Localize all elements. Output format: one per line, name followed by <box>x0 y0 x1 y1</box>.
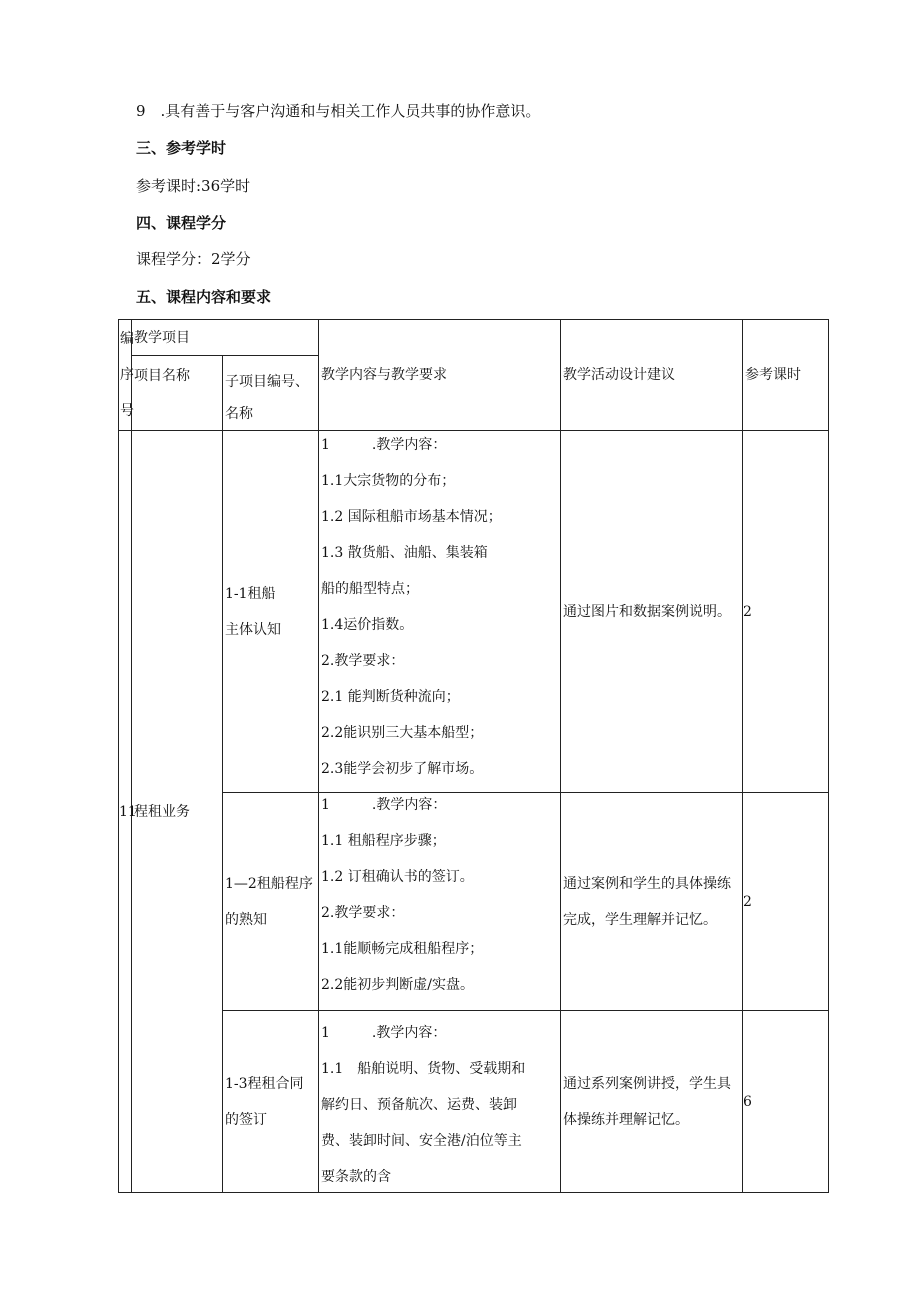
content-line: 1.3 散货船、油船、集装箱 <box>321 545 488 561</box>
reference-hours-text: 参考课时:36学时 <box>136 177 251 195</box>
paragraph-item-9: 9 .具有善于与客户沟通和与相关工作人员共事的协作意识。 <box>136 102 541 120</box>
content-line: 船的船型特点； <box>321 581 419 597</box>
row3-content <box>319 1011 561 1193</box>
table-row <box>119 431 829 793</box>
row1-activity: 通过图片和数据案例说明。 <box>561 431 743 793</box>
content-line: 1.1能顺畅完成租船程序； <box>321 941 484 957</box>
content-line: 1.1 租船程序步骤； <box>321 833 446 849</box>
content-line: 1.1 船舶说明、货物、受载期和 <box>321 1061 526 1077</box>
section-heading-credits: 四、课程学分 <box>136 214 227 232</box>
row-project-name: 程租业务 <box>132 431 223 1193</box>
credits-text: 课程学分：2学分 <box>136 250 251 268</box>
content-line: 1.1大宗货物的分布； <box>321 473 456 489</box>
content-line: 2.教学要求： <box>321 905 405 921</box>
section-heading-hours: 三、参考学时 <box>136 139 227 157</box>
content-line: 1 .教学内容： <box>321 437 447 453</box>
header-project-name: 项目名称 <box>132 356 223 431</box>
section-heading-content: 五、课程内容和要求 <box>136 288 272 306</box>
table-row <box>119 1011 829 1193</box>
content-line: 解约日、预备航次、运费、装卸 <box>321 1097 517 1113</box>
content-line: 2.教学要求： <box>321 653 405 669</box>
row-seq: 11 <box>119 431 132 1193</box>
content-line: 2.1 能判断货种流向； <box>321 689 460 705</box>
row2-content <box>319 793 561 1011</box>
header-project: 教学项目 <box>132 320 319 356</box>
row1-content <box>319 431 561 793</box>
row2-hours: 2 <box>743 793 829 1011</box>
header-hours: 参考课时 <box>743 320 829 431</box>
content-line: 2.2能识别三大基本船型； <box>321 725 484 741</box>
content-line: 1 .教学内容： <box>321 797 447 813</box>
row2-sub-project: 1—2租船程序的熟知 <box>223 793 319 1011</box>
content-line: 2.3能学会初步了解市场。 <box>321 761 484 777</box>
row1-hours: 2 <box>743 431 829 793</box>
course-content-table <box>118 319 829 1193</box>
header-content: 教学内容与教学要求 <box>319 320 561 431</box>
content-line: 要条款的含 <box>321 1169 391 1185</box>
header-activity: 教学活动设计建议 <box>561 320 743 431</box>
row3-activity: 通过系列案例讲授，学生具体操练并理解记忆。 <box>561 1011 743 1193</box>
row2-activity: 通过案例和学生的具体操练完成，学生理解并记忆。 <box>561 793 743 1011</box>
content-line: 1.2 国际租船市场基本情况； <box>321 509 502 525</box>
content-line: 1.4运价指数。 <box>321 617 414 633</box>
row3-hours: 6 <box>743 1011 829 1193</box>
row3-sub-project: 1-3程租合同的签订 <box>223 1011 319 1193</box>
content-line: 1.2 订租确认书的签订。 <box>321 869 474 885</box>
header-seq: 编序号 <box>119 320 132 431</box>
header-sub-project: 子项目编号、名称 <box>223 356 319 431</box>
content-line: 费、装卸时间、安全港/泊位等主 <box>321 1133 522 1149</box>
content-line: 1 .教学内容： <box>321 1025 447 1041</box>
row1-sub-project: 1-1租船主体认知 <box>223 431 319 793</box>
table-row <box>119 793 829 1011</box>
content-line: 2.2能初步判断虚/实盘。 <box>321 977 474 993</box>
